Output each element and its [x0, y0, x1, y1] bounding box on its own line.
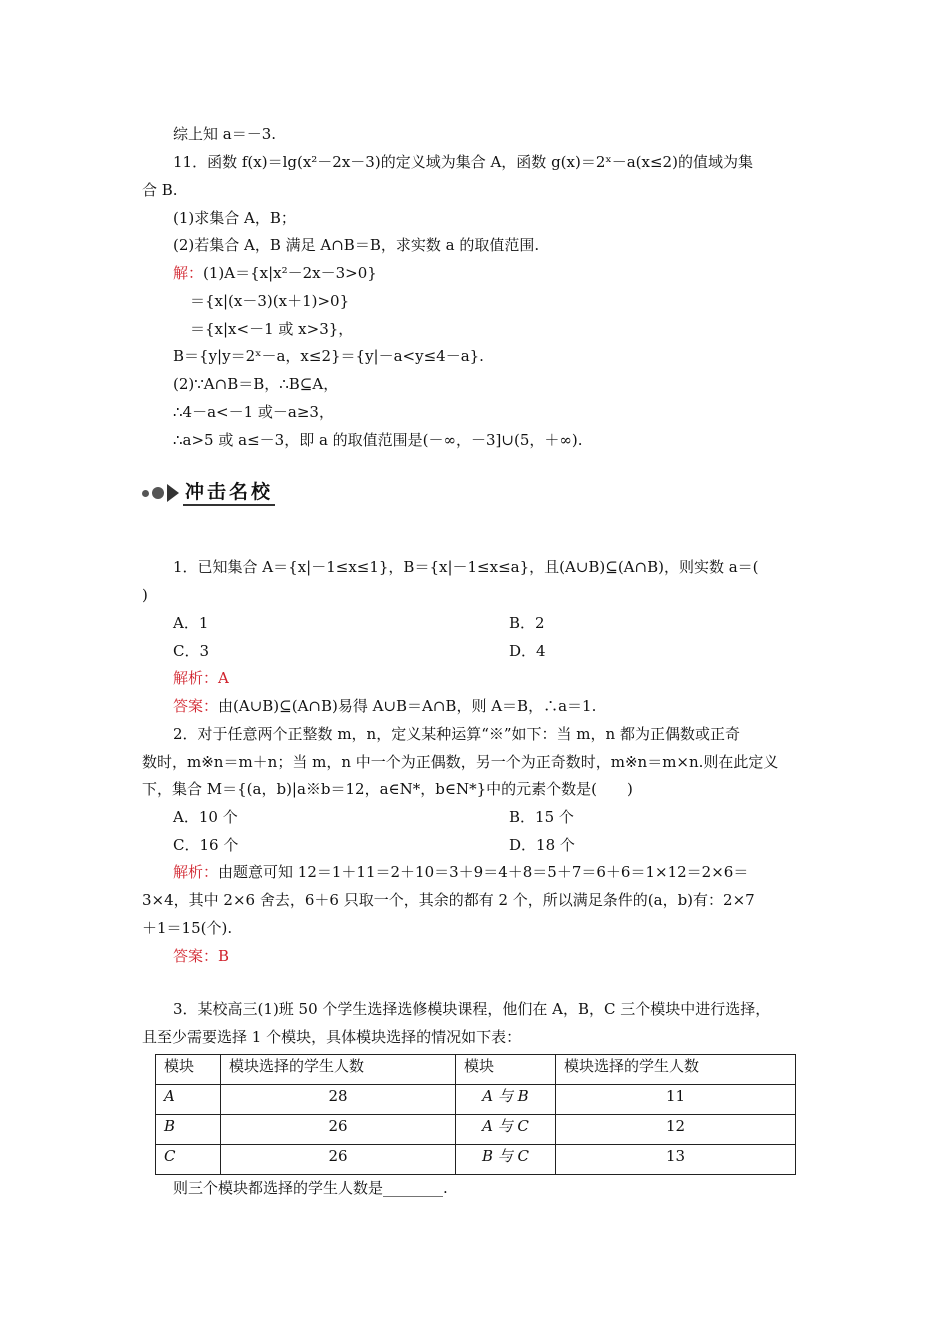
table-row [156, 1085, 796, 1115]
question-2-line-2: 数时，m※n＝m＋n；当 m，n 中一个为正偶数，另一个为正奇数时，m※n＝m×n.则在此定义 [142, 753, 779, 771]
answer-text: 由(A∪B)⊆(A∩B)易得 A∪B＝A∩B，则 A＝B，∴a＝1. [218, 697, 597, 715]
option-d: D．18 个 [509, 836, 575, 854]
question-2-line-3: 下，集合 M＝{(a，b)|a※b＝12，a∈N*，b∈N*}中的元素个数是( ) [142, 780, 633, 798]
solution-label: 解： [173, 264, 204, 282]
question-11-line-1: 11．函数 f(x)＝lg(x²－2x－3)的定义域为集合 A，函数 g(x)＝2ˣ－a(x≤2)的值域为集 [173, 153, 753, 171]
dot-icon [152, 487, 164, 499]
table-row [156, 1115, 796, 1145]
table-header-cell: 模块 [156, 1055, 221, 1085]
section-banner [142, 480, 275, 506]
question-11-part-1: (1)求集合 A，B； [173, 209, 296, 227]
table-header-cell: 模块选择的学生人数 [556, 1055, 796, 1085]
question-3-blank-line: 则三个模块都选择的学生人数是________. [173, 1179, 448, 1197]
option-a: A．1 [173, 614, 209, 632]
module-table [155, 1054, 796, 1175]
analysis-text: 由题意可知 12＝1＋11＝2＋10＝3＋9＝4＋8＝5＋7＝6＋6＝1×12＝2×6＝ [218, 863, 749, 881]
table-cell: 11 [556, 1085, 796, 1115]
text-line: 综上知 a＝－3. [173, 125, 277, 143]
solution-text: (1)A＝{x|x²－2x－3>0} [203, 264, 377, 282]
question-3-line-2: 且至少需要选择 1 个模块，具体模块选择的情况如下表： [142, 1028, 522, 1046]
table-cell: 26 [221, 1145, 456, 1175]
option-c: C．3 [173, 642, 210, 660]
solution-line-3: ＝{x|x<－1 或 x>3}， [190, 320, 354, 338]
option-b: B．2 [509, 614, 545, 632]
solution-line-1 [173, 263, 377, 283]
question-3-line-1: 3．某校高三(1)班 50 个学生选择选修模块课程，他们在 A，B，C 三个模块中进行选择， [173, 1000, 771, 1018]
table-header-cell: 模块选择的学生人数 [221, 1055, 456, 1085]
table-cell: B [156, 1115, 221, 1145]
table-row [156, 1145, 796, 1175]
question-2-line-1: 2．对于任意两个正整数 m，n，定义某种运算“※”如下：当 m，n 都为正偶数或正奇 [173, 725, 740, 743]
table-cell: 12 [556, 1115, 796, 1145]
table-cell: C [156, 1145, 221, 1175]
dot-icon [142, 490, 149, 497]
option-c: C．16 个 [173, 836, 239, 854]
answer-line: 答案：B [173, 947, 230, 965]
table-cell: 26 [221, 1115, 456, 1145]
solution-line-2: ＝{x|(x－3)(x＋1)>0} [190, 292, 350, 310]
question-1-line-2: ) [142, 586, 148, 604]
table-cell: A 与 B [456, 1085, 556, 1115]
solution-line-6: ∴4－a<－1 或－a≥3， [173, 403, 334, 421]
analysis-line-1 [173, 862, 748, 882]
solution-line-7: ∴a>5 或 a≤－3，即 a 的取值范围是(－∞，－3]∪(5，＋∞). [173, 431, 583, 449]
question-11-line-2: 合 B. [142, 181, 178, 199]
analysis-line-2: 3×4，其中 2×6 舍去，6＋6 只取一个，其余的都有 2 个，所以满足条件的(a，b)有：2×7 [142, 891, 755, 909]
table-cell: 13 [556, 1145, 796, 1175]
analysis-line-3: ＋1＝15(个). [142, 919, 233, 937]
answer-line [173, 696, 596, 716]
solution-line-4: B＝{y|y＝2ˣ－a，x≤2}＝{y|－a<y≤4－a}. [173, 347, 484, 365]
table-header-row [156, 1055, 796, 1085]
question-1-line-1: 1．已知集合 A＝{x|－1≤x≤1}，B＝{x|－1≤x≤a}，且(A∪B)⊆(A∩B)，则实数 a＝( [173, 558, 759, 576]
table-cell: A [156, 1085, 221, 1115]
question-11-part-2: (2)若集合 A，B 满足 A∩B＝B，求实数 a 的取值范围. [173, 236, 540, 254]
section-title: 冲击名校 [183, 480, 275, 506]
table-cell: B 与 C [456, 1145, 556, 1175]
arrow-right-icon [167, 484, 179, 502]
analysis-line: 解析：A [173, 669, 229, 687]
table-cell: A 与 C [456, 1115, 556, 1145]
analysis-label: 解析： [173, 863, 219, 881]
answer-label: 答案： [173, 697, 219, 715]
option-b: B．15 个 [509, 808, 574, 826]
table-cell: 28 [221, 1085, 456, 1115]
solution-line-5: (2)∵A∩B＝B，∴B⊆A， [173, 375, 339, 393]
option-d: D．4 [509, 642, 546, 660]
option-a: A．10 个 [173, 808, 238, 826]
table-header-cell: 模块 [456, 1055, 556, 1085]
